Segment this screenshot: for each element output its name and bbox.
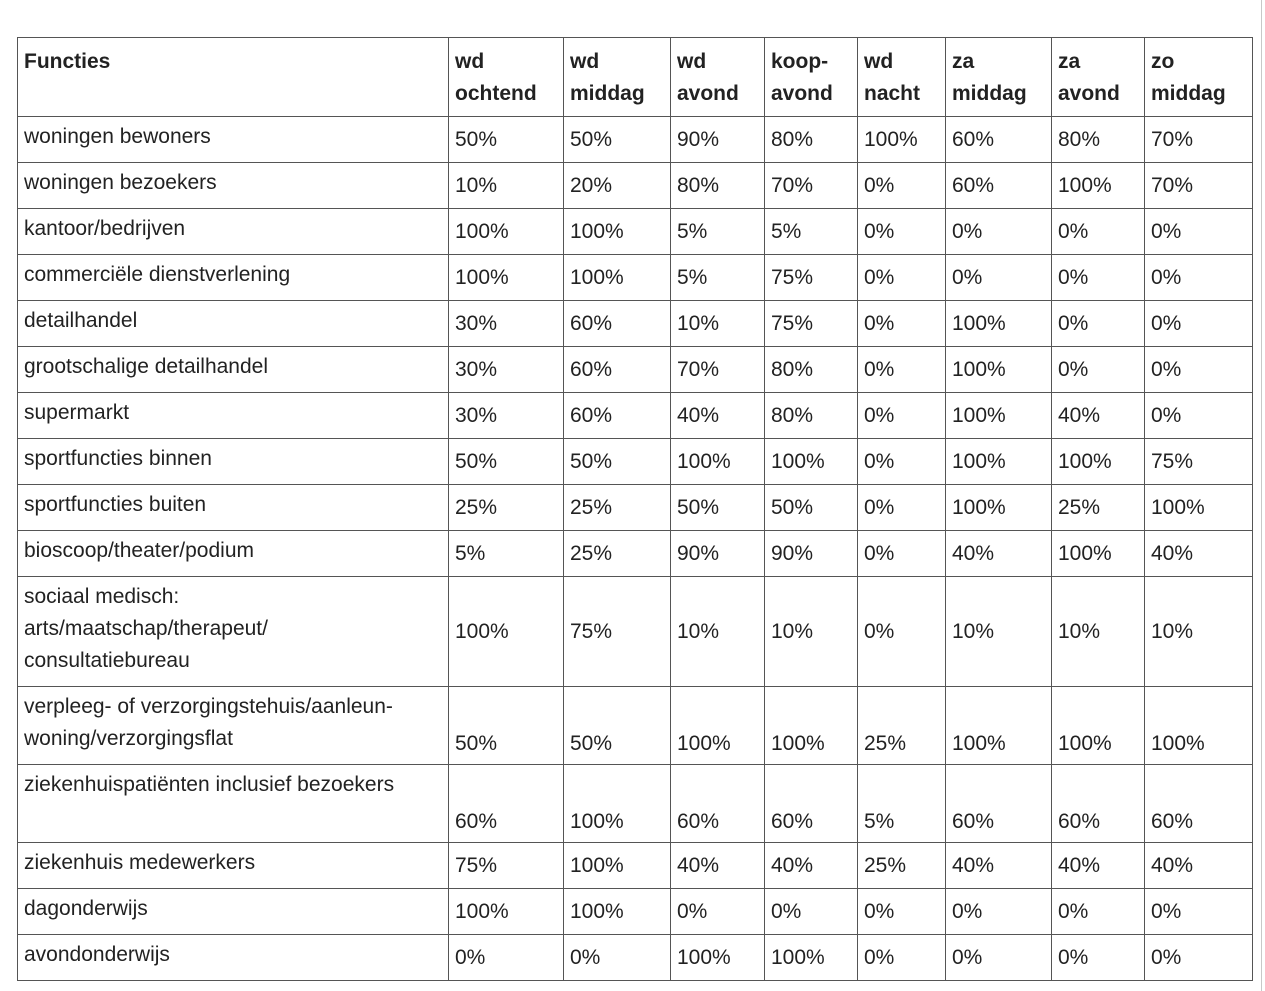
percentage-cell: 100% [671, 935, 765, 981]
percentage-cell: 100% [946, 393, 1052, 439]
table-row [18, 531, 1253, 577]
percentage-cell: 70% [671, 347, 765, 393]
percentage-cell: 100% [946, 301, 1052, 347]
table-row [18, 117, 1253, 163]
percentage-cell: 0% [858, 531, 946, 577]
percentage-cell: 60% [946, 765, 1052, 843]
percentage-cell: 80% [765, 347, 858, 393]
header-label: wd [570, 50, 600, 73]
percentage-cell: 0% [858, 393, 946, 439]
header-label: nacht [864, 82, 921, 105]
column-header [765, 38, 858, 117]
function-label: bioscoop/theater/podium [24, 539, 254, 562]
percentage-cell: 40% [1145, 531, 1253, 577]
percentage-cell: 5% [765, 209, 858, 255]
percentage-cell: 80% [765, 117, 858, 163]
function-label: verpleeg- of verzorgingstehuis/aanleun- [24, 695, 393, 718]
percentage-cell: 100% [449, 209, 564, 255]
percentage-cell: 100% [671, 687, 765, 765]
percentage-cell: 25% [858, 843, 946, 889]
page-right-border [1261, 0, 1262, 991]
function-label: sociaal medisch: [24, 585, 180, 608]
column-header [671, 38, 765, 117]
percentage-cell: 60% [1052, 765, 1145, 843]
percentage-cell: 0% [858, 347, 946, 393]
table-row [18, 301, 1253, 347]
percentage-cell: 10% [765, 577, 858, 687]
percentage-cell: 10% [449, 163, 564, 209]
percentage-cell: 90% [671, 531, 765, 577]
function-cell [18, 255, 449, 301]
percentage-cell: 50% [564, 687, 671, 765]
percentage-cell: 60% [564, 393, 671, 439]
percentage-cell: 0% [1145, 889, 1253, 935]
table-row [18, 765, 1253, 843]
percentage-cell: 100% [946, 485, 1052, 531]
function-cell [18, 687, 449, 765]
percentage-cell: 0% [1052, 889, 1145, 935]
function-label: woningen bewoners [24, 125, 211, 148]
header-label: avond [1058, 82, 1120, 105]
function-label: woningen bezoekers [24, 171, 217, 194]
header-label: zo [1151, 50, 1175, 73]
percentage-cell: 10% [946, 577, 1052, 687]
percentage-cell: 0% [858, 577, 946, 687]
percentage-cell: 0% [946, 255, 1052, 301]
percentage-cell: 25% [449, 485, 564, 531]
percentage-cell: 40% [671, 393, 765, 439]
percentage-cell: 40% [1145, 843, 1253, 889]
percentage-cell: 100% [1052, 439, 1145, 485]
percentage-cell: 50% [449, 439, 564, 485]
function-cell [18, 163, 449, 209]
column-header [1145, 38, 1253, 117]
percentage-cell: 80% [765, 393, 858, 439]
header-label: middag [570, 82, 645, 105]
percentage-cell: 30% [449, 347, 564, 393]
function-label: sportfuncties buiten [24, 493, 207, 516]
percentage-cell: 100% [564, 889, 671, 935]
function-cell [18, 209, 449, 255]
header-label: wd [455, 50, 485, 73]
percentage-cell: 0% [946, 935, 1052, 981]
function-cell [18, 843, 449, 889]
function-cell [18, 935, 449, 981]
function-cell [18, 301, 449, 347]
column-header [564, 38, 671, 117]
table-row [18, 843, 1253, 889]
column-header [449, 38, 564, 117]
percentage-cell: 0% [858, 935, 946, 981]
percentage-cell: 0% [671, 889, 765, 935]
percentage-cell: 70% [1145, 117, 1253, 163]
percentage-cell: 100% [564, 765, 671, 843]
percentage-cell: 30% [449, 393, 564, 439]
function-cell [18, 439, 449, 485]
percentage-cell: 75% [1145, 439, 1253, 485]
percentage-cell: 25% [564, 531, 671, 577]
function-label: avondonderwijs [24, 943, 170, 966]
percentage-cell: 100% [564, 209, 671, 255]
function-label: ziekenhuispatiënten inclusief bezoekers [24, 773, 395, 796]
percentage-cell: 10% [671, 301, 765, 347]
percentage-cell: 0% [858, 163, 946, 209]
percentage-cell: 0% [1145, 209, 1253, 255]
header-label: za [952, 50, 975, 73]
percentage-cell: 50% [564, 439, 671, 485]
percentage-cell: 100% [671, 439, 765, 485]
percentage-cell: 40% [765, 843, 858, 889]
header-label: wd [677, 50, 707, 73]
percentage-cell: 50% [765, 485, 858, 531]
percentage-cell: 60% [564, 347, 671, 393]
function-label: woning/verzorgingsflat [24, 727, 233, 750]
percentage-cell: 60% [946, 163, 1052, 209]
percentage-cell: 100% [1145, 485, 1253, 531]
percentage-cell: 30% [449, 301, 564, 347]
percentage-cell: 0% [858, 255, 946, 301]
percentage-cell: 10% [671, 577, 765, 687]
percentage-cell: 5% [671, 255, 765, 301]
percentage-cell: 75% [765, 255, 858, 301]
function-cell [18, 117, 449, 163]
percentage-cell: 0% [1052, 347, 1145, 393]
table-row [18, 577, 1253, 687]
percentage-cell: 100% [946, 439, 1052, 485]
percentage-cell: 100% [1052, 163, 1145, 209]
function-cell [18, 531, 449, 577]
percentage-cell: 60% [1145, 765, 1253, 843]
percentage-cell: 25% [564, 485, 671, 531]
percentage-cell: 100% [449, 255, 564, 301]
percentage-cell: 25% [1052, 485, 1145, 531]
percentage-cell: 50% [671, 485, 765, 531]
table-row [18, 485, 1253, 531]
percentage-cell: 0% [1145, 301, 1253, 347]
column-header [1052, 38, 1145, 117]
header-label: avond [771, 82, 833, 105]
percentage-cell: 100% [858, 117, 946, 163]
table-body [18, 38, 1253, 981]
percentage-cell: 40% [946, 531, 1052, 577]
table-row [18, 163, 1253, 209]
function-label: grootschalige detailhandel [24, 355, 269, 378]
percentage-cell: 5% [449, 531, 564, 577]
table-row [18, 209, 1253, 255]
function-label: commerciële dienstverlening [24, 263, 291, 286]
function-cell [18, 347, 449, 393]
header-row [18, 38, 1253, 117]
header-label: ochtend [455, 82, 537, 105]
percentage-cell: 100% [564, 255, 671, 301]
header-label: middag [952, 82, 1027, 105]
header-label: za [1058, 50, 1081, 73]
function-label: arts/maatschap/therapeut/ [24, 617, 268, 640]
percentage-cell: 50% [564, 117, 671, 163]
percentage-cell: 0% [1145, 255, 1253, 301]
header-label: middag [1151, 82, 1226, 105]
percentage-cell: 0% [449, 935, 564, 981]
percentage-cell: 75% [564, 577, 671, 687]
percentage-cell: 40% [1052, 843, 1145, 889]
function-label: ziekenhuis medewerkers [24, 851, 256, 874]
percentage-cell: 0% [858, 889, 946, 935]
percentage-cell: 0% [1145, 935, 1253, 981]
header-label: wd [864, 50, 894, 73]
percentage-cell: 100% [946, 347, 1052, 393]
percentage-cell: 60% [449, 765, 564, 843]
percentage-cell: 0% [858, 209, 946, 255]
table-row [18, 347, 1253, 393]
percentage-cell: 5% [858, 765, 946, 843]
column-header [858, 38, 946, 117]
percentage-cell: 25% [858, 687, 946, 765]
percentage-cell: 0% [946, 209, 1052, 255]
function-label: supermarkt [24, 401, 130, 424]
table-row [18, 935, 1253, 981]
percentage-cell: 75% [449, 843, 564, 889]
percentage-cell: 40% [1052, 393, 1145, 439]
table-row [18, 255, 1253, 301]
table-row [18, 439, 1253, 485]
percentage-cell: 0% [858, 439, 946, 485]
percentage-cell: 0% [1145, 347, 1253, 393]
column-header [946, 38, 1052, 117]
header-label: koop- [771, 50, 829, 73]
percentage-cell: 80% [1052, 117, 1145, 163]
function-cell [18, 485, 449, 531]
percentage-cell: 100% [449, 577, 564, 687]
percentage-cell: 40% [946, 843, 1052, 889]
percentage-cell: 60% [671, 765, 765, 843]
header-functies [18, 38, 449, 117]
table-row [18, 687, 1253, 765]
percentage-cell: 90% [671, 117, 765, 163]
percentage-cell: 40% [671, 843, 765, 889]
function-label: dagonderwijs [24, 897, 148, 920]
percentage-cell: 100% [765, 439, 858, 485]
function-cell [18, 765, 449, 843]
parking-percentages-table [17, 37, 1253, 981]
function-cell [18, 393, 449, 439]
percentage-cell: 0% [1052, 301, 1145, 347]
percentage-cell: 90% [765, 531, 858, 577]
percentage-cell: 60% [564, 301, 671, 347]
percentage-cell: 0% [1052, 255, 1145, 301]
header-label: Functies [24, 50, 111, 73]
percentage-cell: 0% [946, 889, 1052, 935]
percentage-cell: 5% [671, 209, 765, 255]
function-label: sportfuncties binnen [24, 447, 212, 470]
percentage-cell: 100% [1052, 531, 1145, 577]
percentage-cell: 75% [765, 301, 858, 347]
percentage-cell: 100% [946, 687, 1052, 765]
function-cell [18, 577, 449, 687]
function-label: kantoor/bedrijven [24, 217, 186, 240]
percentage-cell: 50% [449, 687, 564, 765]
percentage-cell: 20% [564, 163, 671, 209]
function-label: detailhandel [24, 309, 138, 332]
percentage-cell: 70% [765, 163, 858, 209]
percentage-cell: 60% [946, 117, 1052, 163]
percentage-cell: 100% [765, 687, 858, 765]
percentage-cell: 100% [564, 843, 671, 889]
percentage-cell: 0% [858, 485, 946, 531]
table-row [18, 889, 1253, 935]
percentage-cell: 100% [1052, 687, 1145, 765]
percentage-cell: 10% [1052, 577, 1145, 687]
percentage-cell: 100% [449, 889, 564, 935]
percentage-cell: 100% [765, 935, 858, 981]
function-cell [18, 889, 449, 935]
percentage-cell: 50% [449, 117, 564, 163]
table-row [18, 393, 1253, 439]
percentage-cell: 70% [1145, 163, 1253, 209]
percentage-cell: 0% [858, 301, 946, 347]
percentage-cell: 100% [1145, 687, 1253, 765]
percentage-cell: 60% [765, 765, 858, 843]
percentage-cell: 10% [1145, 577, 1253, 687]
percentage-cell: 0% [1145, 393, 1253, 439]
percentage-cell: 80% [671, 163, 765, 209]
percentage-cell: 0% [1052, 935, 1145, 981]
percentage-cell: 0% [1052, 209, 1145, 255]
percentage-cell: 0% [765, 889, 858, 935]
percentage-cell: 0% [564, 935, 671, 981]
function-label: consultatiebureau [24, 649, 190, 672]
header-label: avond [677, 82, 739, 105]
